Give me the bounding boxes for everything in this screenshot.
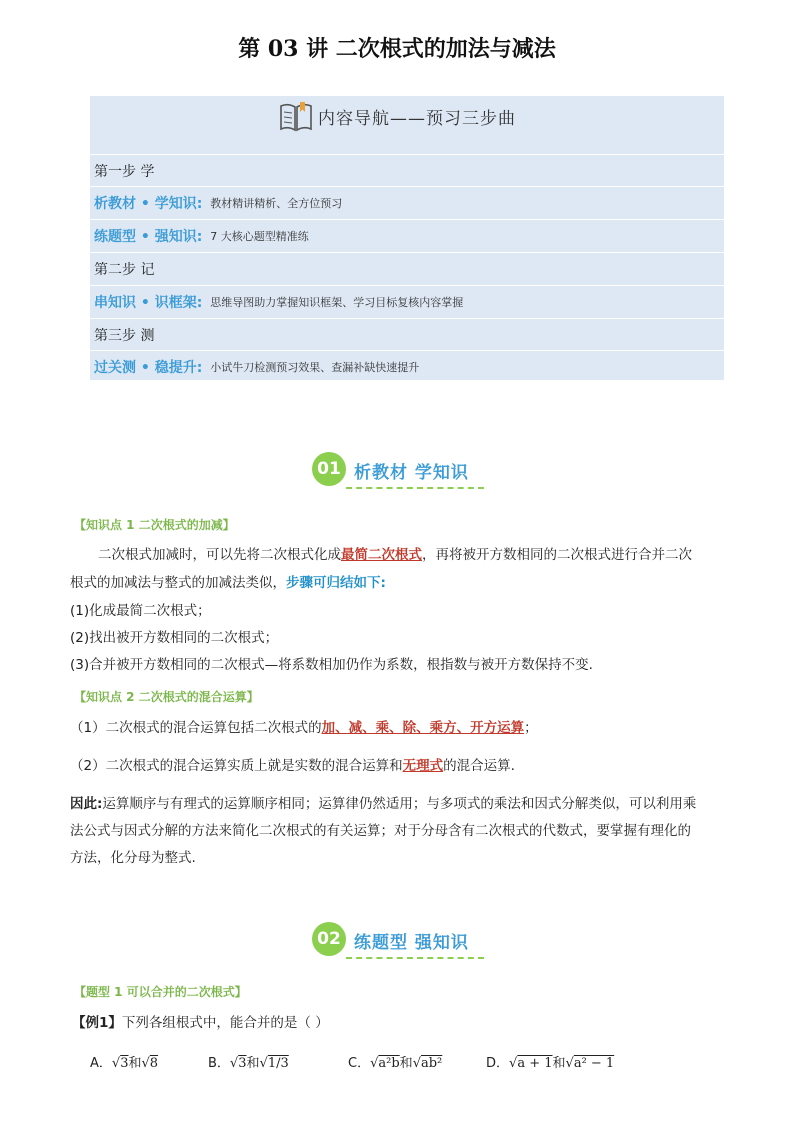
step-label: 第一步 学 (94, 163, 155, 180)
kp1-step-2: (2)找出被开方数相同的二次根式； (70, 630, 279, 646)
nav-item-key: 练题型 • 强知识: (94, 228, 203, 245)
text-run: （2）二次根式的混合运算实质上就是实数的混合运算和 (70, 758, 403, 774)
nav-step-1 (90, 154, 724, 186)
option-a[interactable]: A．√3和√8 (90, 1056, 159, 1071)
section-underline (346, 957, 484, 959)
option-label: A． (90, 1056, 112, 1071)
section-title: 练题型 强知识 (354, 933, 469, 953)
text-run-bold: 因此: (70, 796, 103, 812)
conj: 和 (128, 1056, 142, 1071)
nav-item-desc: 思维导图助力掌握知识框架、学习目标复核内容掌握 (210, 295, 464, 309)
highlight-term: 最简二次根式 (341, 547, 422, 563)
option-b[interactable]: B．√3和√1/3 (208, 1056, 289, 1071)
radicand: 8 (149, 1056, 159, 1071)
section-underline (346, 487, 484, 489)
nav-item-desc: 7 大核心题型精准练 (210, 229, 309, 243)
kp1-step-3: (3)合并被开方数相同的二次根式—将系数相加仍作为系数，根指数与被开方数保持不变. (70, 657, 593, 673)
kp2-conclusion-line-1 (70, 791, 724, 818)
nav-item-study (90, 186, 724, 218)
nav-item-desc: 小试牛刀检测预习效果、查漏补缺快速提升 (210, 360, 420, 374)
example-1 (72, 1010, 726, 1037)
nav-step-2 (90, 252, 724, 284)
section-title: 析教材 学知识 (354, 463, 469, 483)
step-label: 第二步 记 (94, 261, 155, 278)
text-run: 运算顺序与有理式的运算顺序相同；运算律仍然适用；与多项式的乘法和因式分解类似，可以利用乘 (102, 796, 697, 812)
radicand: 1/3 (267, 1056, 289, 1071)
question-type-1-heading: 【题型 1 可以合并的二次根式】 (74, 985, 247, 999)
kp2-conclusion-line-2: 法公式与因式分解的方法来简化二次根式的有关运算；对于分母含有二次根式的代数式，要掌握有理化的 (70, 823, 691, 839)
conj: 和 (552, 1056, 566, 1071)
nav-item-framework (90, 285, 724, 317)
nav-header (90, 96, 724, 136)
kp2-conclusion-line-3: 方法，化分母为整式. (70, 850, 196, 866)
nav-header-text: 内容导航——预习三步曲 (318, 109, 516, 129)
text-run: （1）二次根式的混合运算包括二次根式的 (70, 720, 322, 736)
conj: 和 (399, 1056, 413, 1071)
kp1-paragraph (70, 542, 724, 569)
example-label: 【例1】 (72, 1015, 122, 1031)
option-d[interactable]: D．√a + 1和√a² − 1 (486, 1056, 615, 1071)
kp2-item-1 (70, 715, 724, 742)
kp1-paragraph-cont (70, 570, 724, 597)
book-icon (278, 100, 314, 134)
kp1-step-1: (1)化成最简二次根式； (70, 603, 211, 619)
option-label: C． (348, 1056, 371, 1071)
nav-step-3 (90, 318, 724, 350)
answer-options (90, 1052, 720, 1078)
section-badge-01 (312, 452, 492, 492)
highlight-term: 加、减、乘、除、乘方、开方运算 (321, 720, 525, 736)
nav-item-desc: 教材精讲精析、全方位预习 (210, 196, 343, 210)
nav-item-test (90, 350, 724, 382)
highlight-steps: 步骤可归结如下: (286, 575, 386, 591)
page-title: 第 03 讲 二次根式的加法与减法 (238, 36, 556, 62)
radicand: a²b (378, 1056, 400, 1071)
knowledge-point-2-heading: 【知识点 2 二次根式的混合运算】 (74, 690, 259, 704)
highlight-term: 无理式 (402, 758, 444, 774)
content-navigation-box (90, 96, 724, 380)
section-badge-02 (312, 922, 492, 962)
option-label: B． (208, 1056, 230, 1071)
knowledge-point-1-heading: 【知识点 1 二次根式的加减】 (74, 518, 235, 532)
text-run: 的混合运算. (443, 758, 515, 774)
nav-item-practice (90, 219, 724, 251)
text-run: 根式的加减法与整式的加减法类似， (70, 575, 286, 591)
radicand: a + 1 (517, 1056, 553, 1071)
nav-item-key: 析教材 • 学知识: (94, 195, 203, 212)
kp2-item-2 (70, 753, 724, 780)
conj: 和 (246, 1056, 260, 1071)
text-run: ； (524, 720, 538, 736)
radicand: 3 (120, 1056, 129, 1071)
text-run: 二次根式加减时，可以先将二次根式化成 (98, 547, 341, 563)
example-question: 下列各组根式中，能合并的是（ ） (121, 1015, 329, 1031)
radicand: ab² (420, 1056, 443, 1071)
section-number: 01 (312, 452, 346, 486)
nav-item-key: 串知识 • 识框架: (94, 294, 203, 311)
option-label: D． (486, 1056, 510, 1071)
nav-item-key: 过关测 • 稳提升: (94, 359, 203, 376)
step-label: 第三步 测 (94, 327, 155, 344)
radicand: a² − 1 (573, 1056, 615, 1071)
radicand: 3 (238, 1056, 247, 1071)
text-run: ，再将被开方数相同的二次根式进行合并二次 (422, 547, 692, 563)
option-c[interactable]: C．√a²b和√ab² (348, 1056, 443, 1071)
section-number: 02 (312, 922, 346, 956)
